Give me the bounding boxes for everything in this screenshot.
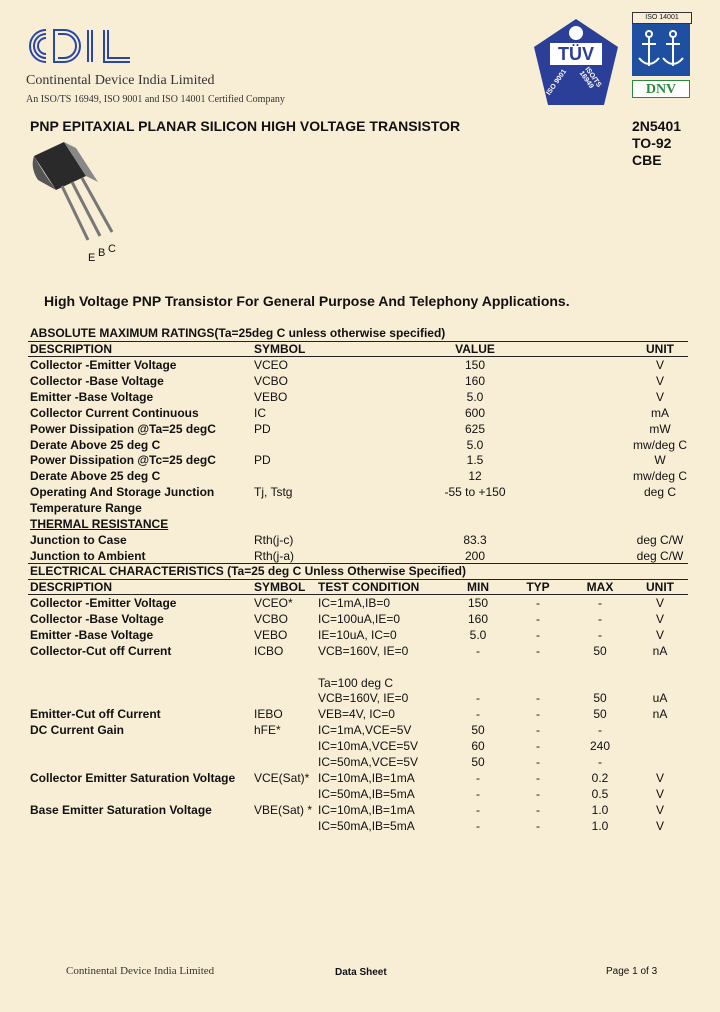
table-row: Collector -Emitter Voltage VCEO* IC=1mA,IB=0 150 - - V [30,596,664,610]
table-row: Collector Emitter Saturation Voltage VCE(Sat)* IC=10mA,IB=1mA - - 0.2 V [30,770,664,785]
thermal-heading: THERMAL RESISTANCE [30,517,169,531]
table-row: Emitter-Cut off Current IEBO VEB=4V, IC=0 - - 50 nA [30,707,668,722]
table-row: Power Dissipation @Ta=25 degC PD 625 mW [30,421,671,436]
table-row: Temperature Range [30,501,142,516]
subtitle: High Voltage PNP Transistor For General Purpose And Telephony Applications. [44,293,570,309]
pin-c-label: C [108,243,116,255]
table-row: IC=50mA,IB=5mA - - 0.5 V [318,786,664,801]
table-row: Junction to Case Rth(j-c) 83.3 deg C/W [30,533,684,547]
elec-heading: ELECTRICAL CHARACTERISTICS (Ta=25 deg C Unless Otherwise Specified) [30,564,466,578]
footer-doc-type: Data Sheet [335,967,387,978]
tuv-badge [530,17,622,109]
table-row: Emitter -Base Voltage VEBO 5.0 V [30,389,664,404]
dnv-label: DNV [632,80,690,98]
table-row: Collector-Cut off Current ICBO VCB=160V, IE=0 - - 50 nA [30,643,668,658]
iso14001-label: ISO 14001 [632,12,692,24]
package-type: TO-92 [632,135,672,151]
table-row: Collector Current Continuous IC 600 mA [30,405,669,420]
tuv-text: TÜV [558,44,594,64]
table-row: Collector -Emitter Voltage VCEO 150 V [30,358,664,372]
isots-label: ISO/TS 16949 [577,65,603,90]
footer-company: Continental Device India Limited [66,965,215,977]
table-row: Collector -Base Voltage VCBO IC=100uA,IE=0 160 - - V [30,611,664,626]
table-row [30,659,690,675]
footer-page: Page 1 of 3 [606,966,658,977]
table-row: IC=50mA,VCE=5V 50 - - [318,755,602,769]
transistor-icon [28,138,138,268]
table-row: IC=10mA,VCE=5V 60 - 240 [318,739,611,754]
table-row: Operating And Storage Junction Tj, Tstg -55 to +150 deg C [30,485,677,500]
table-row: IC=50mA,IB=5mA - - 1.0 V [318,818,664,833]
pin-e-label: E [88,252,96,264]
table-row: Power Dissipation @Tc=25 degC PD 1.5 W [30,453,666,468]
table-row: Derate Above 25 deg C 12 mw/deg C [30,469,688,484]
abs-max-heading: ABSOLUTE MAXIMUM RATINGS(Ta=25deg C unless otherwise specified) [30,326,446,340]
page-title: PNP EPITAXIAL PLANAR SILICON HIGH VOLTAGE TRANSISTOR [30,118,461,134]
pinout: CBE [632,152,662,168]
anchor-icon [632,24,690,76]
table-row: Ta=100 deg C [318,675,394,690]
abs-max-header-row: DESCRIPTION SYMBOL VALUE UNIT [30,342,674,356]
iso9001-label: ISO 9001 [545,68,569,97]
table-row: VCB=160V, IE=0 - - 50 uA [318,691,668,706]
company-name: Continental Device India Limited [26,73,215,88]
dnv-badge [632,12,690,100]
cdil-logo [24,24,136,70]
cdil-logo-icon [24,24,136,70]
table-row: Base Emitter Saturation Voltage VBE(Sat) * IC=10mA,IB=1mA - - 1.0 V [30,802,664,817]
dnv-anchor-block [632,24,690,76]
table-row: Junction to Ambient Rth(j-a) 200 deg C/W [30,548,684,563]
part-number: 2N5401 [632,118,682,134]
table-row: DC Current Gain hFE* IC=1mA,VCE=5V 50 - - [30,723,602,738]
table-row: Emitter -Base Voltage VEBO IE=10uA, IC=0 5.0 - - V [30,627,664,642]
table-row: Derate Above 25 deg C 5.0 mw/deg C [30,437,688,452]
table-row: Collector -Base Voltage VCBO 160 V [30,373,664,388]
pin-b-label: B [98,247,106,259]
to92-package-drawing [28,138,138,268]
elec-header-row: DESCRIPTION SYMBOL TEST CONDITION MIN TYP MAX UNIT [30,580,674,594]
certification-line: An ISO/TS 16949, ISO 9001 and ISO 14001 Certified Company [26,94,285,105]
